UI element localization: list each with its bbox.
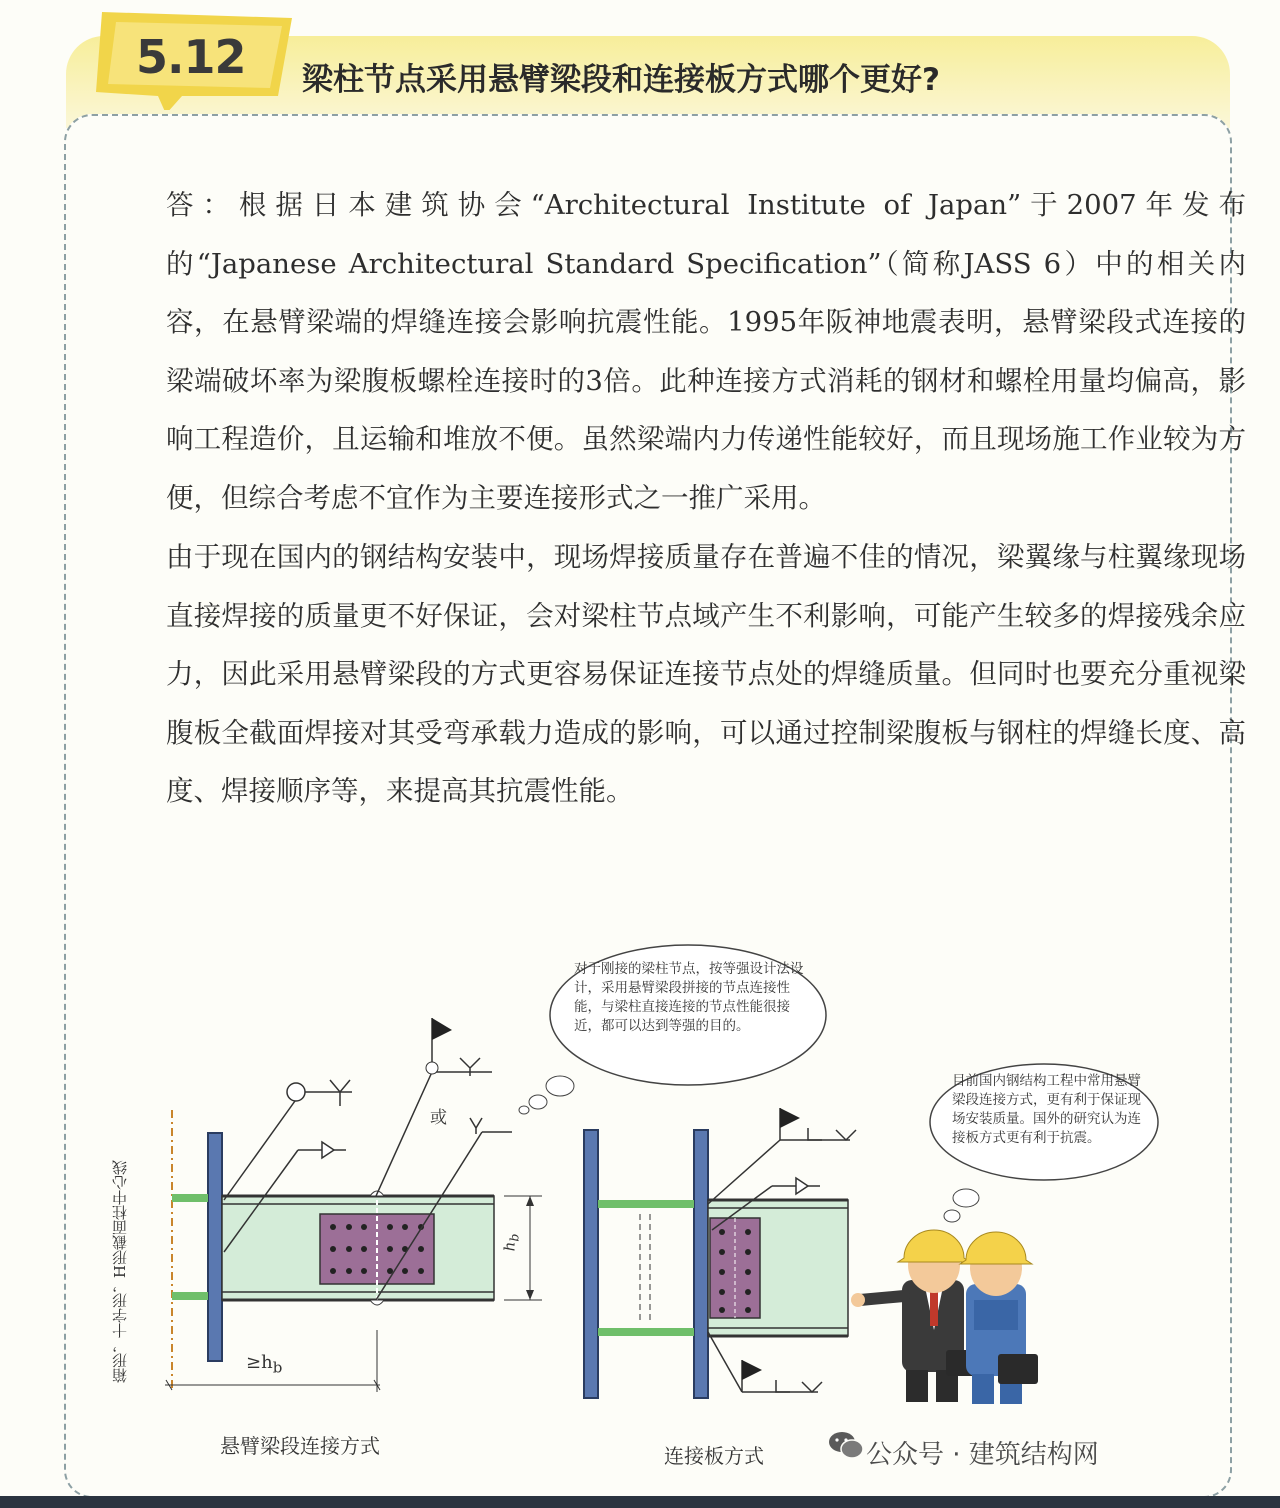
min-length-label: $\ge h_b$ <box>246 1352 283 1377</box>
wechat-icon <box>828 1430 864 1460</box>
plate-diagram <box>584 1108 856 1398</box>
beam-depth-label: $h_b$ <box>500 1233 522 1252</box>
bubble-text-1: 对于刚接的梁柱节点，按等强设计法设计，采用悬臂梁段拼接的节点连接性能，与梁柱直接连接的节点性能很接近，都可以达到等强的目的。 <box>574 961 804 1034</box>
section-title: 梁柱节点采用悬臂梁段和连接板方式哪个更好? <box>302 62 940 98</box>
bubble-text-2: 目前国内钢结构工程中常用悬臂梁段连接方式，更有利于保证现场安装质量。国外的研究认为连接板方式更有利于抗震。 <box>952 1073 1141 1146</box>
column-centerline-label: 箱形，十字形，H形截面柱中心线 <box>111 1160 129 1384</box>
caption-plate: 连接板方式 <box>664 1444 764 1468</box>
column-flange-right <box>694 1130 708 1398</box>
caption-cantilever: 悬臂梁段连接方式 <box>220 1434 380 1458</box>
paragraph-1: 答：根据日本建筑协会“Architectural Institute of Japan”于2007年发布的“Japanese Architectural Standard Specification”（简称JASS 6）中的相关内容，在悬臂梁端的焊缝连接会影响抗震性能。1995年阪神地震表明，悬臂梁段式连接的梁端破坏率为梁腹板螺栓连接时的3倍。此种连接方式消耗的钢材和螺栓用量均偏高，影响工程造价，且运输和堆放不便。虽然梁端内力传递性能较好，而且现场施工作业较为方便，但综合考虑不宜作为主要连接形式之一推广采用。 <box>166 189 1246 514</box>
or-label: 或 <box>430 1108 447 1128</box>
column-flange-left <box>208 1133 222 1361</box>
paragraph-2: 由于现在国内的钢结构安装中，现场焊接质量存在普遍不佳的情况，梁翼缘与柱翼缘现场直接焊接的质量更不好保证，会对梁柱节点域产生不利影响，可能产生较多的焊接残余应力，因此采用悬臂梁段的方式更容易保证连接节点处的焊缝质量。但同时也要充分重视梁腹板全截面焊接对其受弯承载力造成的影响，可以通过控制梁腹板与钢柱的焊缝长度、高度、焊接顺序等，来提高其抗震性能。 <box>166 541 1246 807</box>
workers-illustration <box>851 1230 1038 1404</box>
cantilever-diagram <box>165 1018 542 1392</box>
bottom-bar <box>0 1496 1280 1508</box>
watermark: 公众号 · 建筑结构网 <box>866 1440 1099 1470</box>
section-number: 5.12 <box>136 30 246 84</box>
